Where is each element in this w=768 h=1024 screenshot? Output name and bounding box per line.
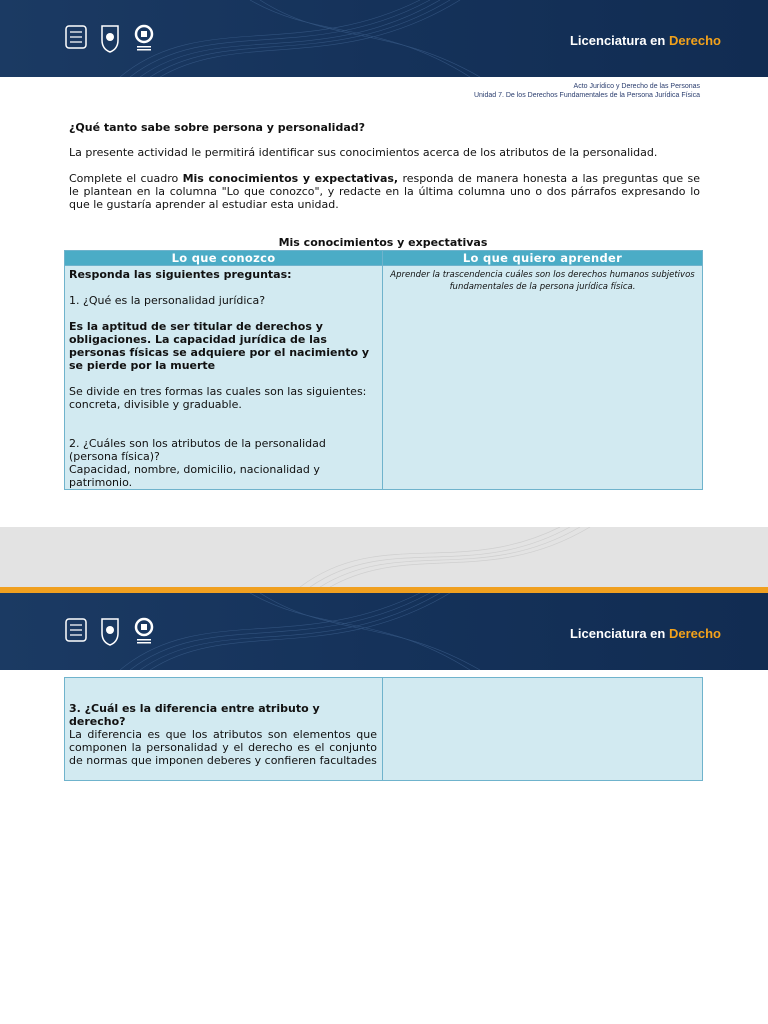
header-banner <box>0 0 768 77</box>
unam-seal-icon <box>64 22 88 54</box>
faculty-shield-icon <box>98 615 122 647</box>
learn-text: Aprender la trascendencia cuáles son los derechos humanos subjetivos fundamentales de la persona jurídica física. <box>390 270 695 292</box>
known-cell <box>65 266 383 490</box>
program-title-accent-page2: Derecho <box>668 626 721 641</box>
course-name: Acto Jurídico y Derecho de las Personas <box>573 83 700 90</box>
learn-cell-continued[interactable] <box>383 678 703 781</box>
question-1: 1. ¿Qué es la personalidad jurídica? <box>69 294 266 307</box>
program-title-accent: Derecho <box>668 33 721 48</box>
institution-logos <box>64 22 156 54</box>
answer-2: Capacidad, nombre, domicilio, nacionalidad y patrimonio. <box>69 463 320 489</box>
answer-1-extra: Se divide en tres formas las cuales son las siguientes: concreta, divisible y graduable. <box>69 385 367 411</box>
learn-cell[interactable] <box>383 266 703 490</box>
faculty-shield-icon <box>98 22 122 54</box>
answer-1: Es la aptitud de ser titular de derechos y obligaciones. La capacidad jurídica de las personas físicas se adquiere por el nacimiento y se pierde por la muerte <box>69 320 370 372</box>
activity-intro: La presente actividad le permitirá identificar sus conocimientos acerca de los atributos de la personalidad. <box>69 146 658 159</box>
header-banner-page2 <box>0 593 768 670</box>
table-title: Mis conocimientos y expectativas <box>278 236 488 249</box>
instructions-part2: responda de manera honesta a las preguntas que se le plantean en la columna "Lo que conozco", y redacte en la última columna uno o dos párrafos expresando lo que le gustaría aprender al estudiar esta unidad. <box>69 172 700 211</box>
open-university-logo-icon <box>132 22 156 54</box>
instructions-bold: Mis conocimientos y expectativas, <box>182 172 399 185</box>
unit-name: Unidad 7. De los Derechos Fundamentales de la Persona Jurídica Física <box>473 92 700 99</box>
questions-heading: Responda las siguientes preguntas: <box>69 268 292 281</box>
document-header <box>474 82 700 100</box>
knowledge-table <box>64 250 703 490</box>
knowledge-table-continued <box>64 677 703 781</box>
institution-logos-page2 <box>64 615 156 647</box>
activity-title: ¿Qué tanto sabe sobre persona y personalidad? <box>69 121 365 134</box>
page-separator <box>0 527 768 587</box>
question-3: 3. ¿Cuál es la diferencia entre atributo y derecho? <box>69 702 320 728</box>
question-2: 2. ¿Cuáles son los atributos de la personalidad (persona física)? <box>69 437 326 463</box>
program-title-prefix: Licenciatura en <box>569 33 669 48</box>
column-header-learn: Lo que quiero aprender <box>383 251 703 266</box>
program-title-page2 <box>570 626 721 641</box>
answer-3: La diferencia es que los atributos son elementos que componen la personalidad y el derecho es el conjunto de normas que imponen deberes y confieren facultades <box>69 728 377 767</box>
separator-wave-decoration <box>0 527 768 587</box>
column-header-known: Lo que conozco <box>65 251 383 266</box>
known-cell-continued <box>65 678 383 781</box>
open-university-logo-icon <box>132 615 156 647</box>
instructions-part1: Complete el cuadro <box>69 172 183 185</box>
unam-seal-icon <box>64 615 88 647</box>
program-title-prefix-page2: Licenciatura en <box>569 626 669 641</box>
program-title <box>570 33 721 48</box>
activity-instructions <box>69 172 700 211</box>
